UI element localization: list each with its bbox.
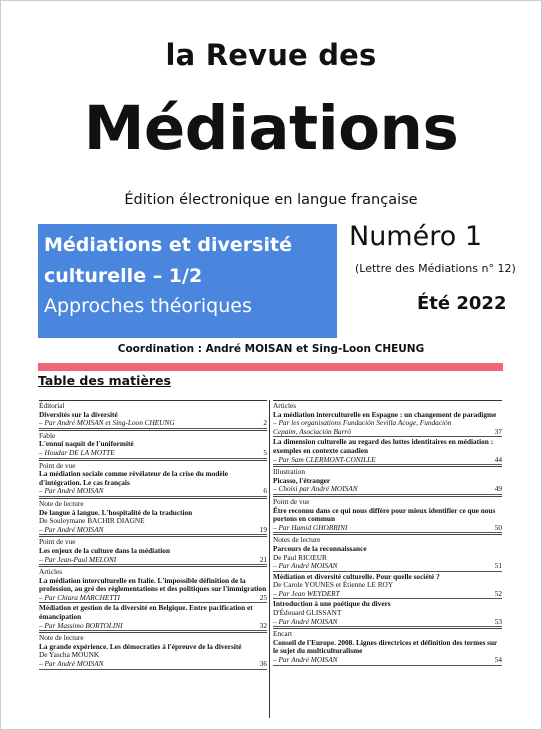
toc-article-title[interactable]: La grande expérience. Les démocraties à l'épreuve de la diversité bbox=[39, 641, 242, 651]
toc-entry-author: – Par Jean-Paul MELONI bbox=[39, 554, 117, 564]
toc-section bbox=[273, 628, 502, 665]
toc-entry-author: – Choisi par André MOISAN bbox=[273, 484, 358, 494]
letter-number: (Lettre des Médiations n° 12) bbox=[355, 262, 516, 275]
toc-entry-author: – Par Hamid GHOBRINI bbox=[273, 522, 348, 532]
toc-article-title[interactable]: De langue à langue. L'hospitalité de la traduction bbox=[39, 507, 193, 517]
toc-entry-author-row bbox=[39, 487, 267, 497]
toc-entry-author-row bbox=[273, 618, 502, 628]
toc-section bbox=[273, 496, 502, 533]
toc-article-title[interactable]: Médiation et gestion de la diversité en Belgique. Entre pacification et émancipation bbox=[39, 603, 253, 622]
toc-left-column bbox=[39, 400, 267, 671]
toc-article-title[interactable]: Conseil de l'Europe. 2008. Lignes directrices et définition des termes sur le sujet du multiculturalisme bbox=[273, 637, 498, 656]
theme-title-line-1: Médiations et diversité bbox=[44, 234, 292, 256]
toc-page-number: 21 bbox=[259, 554, 267, 564]
toc-page-number: 53 bbox=[494, 616, 502, 626]
journal-title: Médiations bbox=[83, 93, 459, 164]
toc-entry-author: – Par André MOISAN bbox=[273, 561, 338, 571]
toc-entry-author-row bbox=[273, 419, 502, 437]
toc-entry-author-row bbox=[39, 449, 267, 459]
toc-page-number: 5 bbox=[263, 447, 267, 457]
toc-article-title[interactable]: Diversités sur la diversité bbox=[39, 409, 118, 419]
toc-entry-author: – Par les organisations Fundación Sevilla Acoge, Fundación Cepaim, Asociación Barró bbox=[273, 418, 452, 436]
toc-book-author: De Carole YOUNES et Étienne LE ROY bbox=[273, 580, 394, 590]
toc-article-title[interactable]: Médiation et diversité culturelle. Pour quelle société ? bbox=[273, 571, 440, 581]
toc-article-title[interactable]: La médiation interculturelle en Espagne : un changement de paradigme bbox=[273, 409, 497, 419]
toc-section bbox=[39, 401, 267, 429]
toc-entry-author-row bbox=[273, 485, 502, 495]
toc-entry-author-row bbox=[39, 622, 267, 632]
toc-category: Note de lecture bbox=[39, 498, 84, 508]
toc-page-number: 19 bbox=[259, 524, 267, 534]
toc-entry-author: – Par André MOISAN et Sing-Loon CHEUNG bbox=[39, 418, 175, 428]
toc-article-title[interactable]: Introduction à une poétique du divers bbox=[273, 599, 391, 609]
toc-article-title[interactable]: La médiation interculturelle en Italie. L'impossible définition de la profession, au gré des réglementations et des politiques sur l'immigration bbox=[39, 575, 267, 594]
toc-entry-author-row bbox=[273, 590, 502, 600]
toc-section bbox=[39, 536, 267, 565]
theme-box bbox=[38, 224, 337, 338]
toc-section bbox=[39, 632, 267, 669]
journal-title-small: la Revue des bbox=[165, 38, 377, 72]
toc-article-title[interactable]: Les enjeux de la culture dans la médiation bbox=[39, 545, 171, 555]
toc-entry-author: – Par Massimo BORTOLINI bbox=[39, 620, 123, 630]
toc-right-column bbox=[273, 400, 502, 667]
toc-article-title[interactable]: La médiation sociale comme révélateur de la crise du modèle d'intégration. Le cas français bbox=[39, 469, 228, 487]
toc-section bbox=[273, 401, 502, 465]
toc-section bbox=[39, 498, 267, 535]
toc-category: Articles bbox=[39, 567, 63, 577]
toc-article-title[interactable]: La dimension culturelle au regard des luttes identitaires en médiation : exemples en contexte canadien bbox=[273, 437, 494, 455]
toc-entry-author-row bbox=[39, 419, 267, 429]
toc-entry-author: – Par André MOISAN bbox=[39, 659, 104, 669]
toc-entry-author: – Par André MOISAN bbox=[273, 616, 338, 626]
toc-entry-author: – Par Chiara MARCHETTI bbox=[39, 592, 120, 602]
toc-book-author: De Yascha MOUNK bbox=[39, 650, 100, 660]
toc-category: Point de vue bbox=[39, 460, 76, 470]
toc-page-number: 2 bbox=[263, 418, 267, 428]
toc-section bbox=[273, 534, 502, 627]
toc-book-author: De Souleymane BACHIR DIAGNE bbox=[39, 516, 145, 526]
toc-category: Point de vue bbox=[273, 496, 310, 506]
toc-category: Encart bbox=[273, 629, 293, 639]
toc-page-number: 54 bbox=[494, 655, 502, 665]
toc-page-number: 50 bbox=[494, 522, 502, 532]
toc-page-number: 32 bbox=[259, 620, 267, 630]
toc-entry-author: – Par André MOISAN bbox=[39, 486, 104, 496]
toc-entry-author-row bbox=[39, 526, 267, 536]
issue-season: Été 2022 bbox=[417, 293, 507, 314]
toc-page-number: 51 bbox=[494, 561, 502, 571]
toc-entry-author: – Houdar DE LA MOTTE bbox=[39, 447, 115, 457]
toc-section bbox=[39, 430, 267, 459]
toc-category: Fable bbox=[39, 430, 56, 440]
theme-title-line-2: culturelle – 1/2 bbox=[44, 265, 203, 287]
toc-entry-author-row bbox=[39, 660, 267, 670]
coordination-line: Coordination : André MOISAN et Sing-Loon CHEUNG bbox=[117, 343, 425, 355]
toc-entry-author-row bbox=[39, 556, 267, 566]
toc-page-number: 49 bbox=[494, 484, 502, 494]
toc-entry-author: – Par André MOISAN bbox=[273, 655, 338, 665]
toc-article-title[interactable]: Être reconnu dans ce qui nous diffère pour mieux identifier ce que nous portons en commun bbox=[273, 505, 496, 524]
toc-page-number: 6 bbox=[263, 486, 267, 496]
toc-entry-author-row bbox=[273, 656, 502, 666]
toc-page-number: 52 bbox=[494, 588, 502, 598]
toc-entry-author: – Par Jean WEYDERT bbox=[273, 588, 340, 598]
issue-number: Numéro 1 bbox=[349, 221, 483, 252]
toc-category: Notes de lecture bbox=[273, 535, 321, 545]
toc-entry-author: – Par Sam CLERMONT-CONILLE bbox=[273, 454, 376, 464]
toc-entry-author-row bbox=[273, 562, 502, 572]
toc-page-number: 44 bbox=[494, 454, 502, 464]
accent-bar bbox=[38, 363, 503, 371]
toc-book-author: D'Édouard GLISSANT bbox=[273, 608, 342, 618]
toc-category: Note de lecture bbox=[39, 633, 84, 643]
toc-page-number: 25 bbox=[259, 592, 267, 602]
toc-book-author: De Paul RICŒUR bbox=[273, 552, 327, 562]
toc-heading: Table des matières bbox=[38, 373, 171, 388]
toc-category: Éditorial bbox=[39, 401, 65, 410]
edition-subtitle: Édition électronique en langue française bbox=[124, 192, 418, 208]
toc-article-title[interactable]: Parcours de la reconnaissance bbox=[273, 543, 367, 553]
toc-page-number: 36 bbox=[259, 659, 267, 669]
toc-entry-author-row bbox=[273, 524, 502, 534]
toc-entry-author-row bbox=[273, 456, 502, 466]
toc-section bbox=[39, 566, 267, 631]
column-divider bbox=[269, 400, 270, 718]
toc-entry-author: – Par André MOISAN bbox=[39, 524, 104, 534]
toc-entry-author-row bbox=[39, 594, 267, 604]
toc-category: Point de vue bbox=[39, 537, 76, 547]
toc-page-number: 37 bbox=[494, 426, 502, 436]
toc-category: Illustration bbox=[273, 467, 306, 477]
toc-section bbox=[273, 466, 502, 495]
toc-category: Articles bbox=[273, 401, 297, 410]
toc-section bbox=[39, 460, 267, 497]
toc-article-title[interactable]: L'ennui naquit de l'uniformité bbox=[39, 439, 134, 449]
toc-article-title[interactable]: Picasso, l'étranger bbox=[273, 475, 331, 485]
theme-subtitle: Approches théoriques bbox=[44, 295, 252, 317]
